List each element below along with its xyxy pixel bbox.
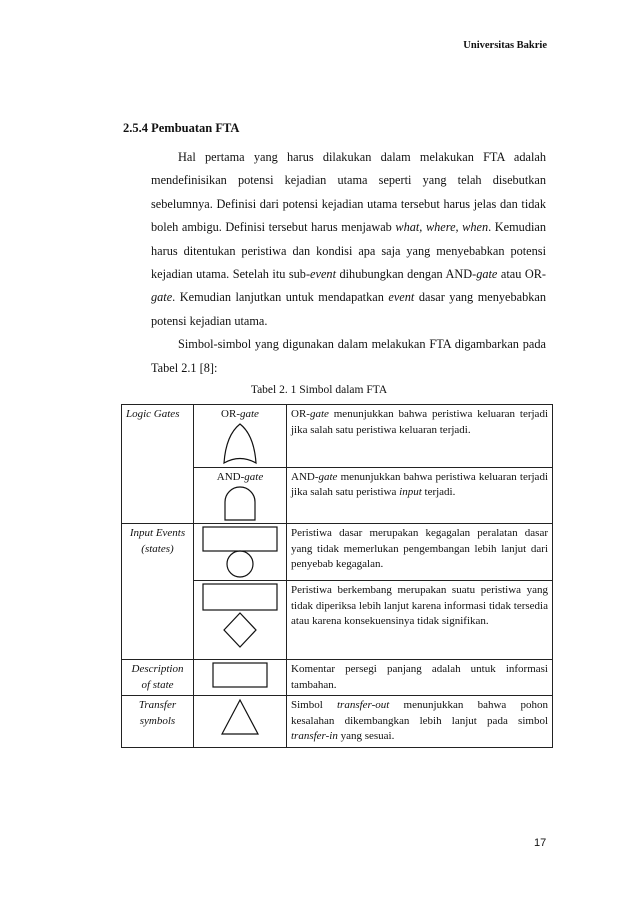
basic-event-description: Peristiwa dasar merupakan kegagalan peralatan dasar yang tidak memerlukan pengembangan lebih lanjut dari penyebab kegagalan.	[287, 524, 553, 581]
page-header: Universitas Bakrie	[463, 40, 547, 51]
body-text	[151, 146, 546, 380]
page-number: 17	[534, 837, 547, 849]
fta-symbol-table	[121, 404, 553, 748]
rectangle-icon	[212, 662, 268, 688]
transfer-cell	[194, 696, 287, 748]
and-gate-icon	[222, 485, 258, 521]
triangle-icon	[220, 698, 260, 736]
and-gate-cell	[194, 467, 287, 524]
section-heading: 2.5.4 Pembuatan FTA	[123, 121, 240, 135]
or-gate-icon	[220, 423, 260, 465]
group-label-transfer-symbols: Transfer symbols	[122, 696, 194, 748]
table-row	[122, 696, 553, 748]
and-gate-description: AND-gate menunjukkan bahwa peristiwa keluaran terjadi jika salah satu peristiwa input terjadi.	[287, 467, 553, 524]
paragraph-2: Simbol-simbol yang digunakan dalam melakukan FTA digambarkan pada Tabel 2.1 [8]:	[151, 337, 546, 375]
table-row	[122, 524, 553, 581]
basic-event-cell	[194, 524, 287, 581]
or-gate-name: OR-gate	[221, 408, 259, 420]
or-gate-description: OR-gate menunjukkan bahwa peristiwa keluaran terjadi jika salah satu peristiwa keluaran terjadi.	[287, 405, 553, 468]
transfer-description: Simbol transfer-out menunjukkan bahwa pohon kesalahan dikembangkan lebih lanjut pada simbol transfer-in yang sesuai.	[287, 696, 553, 748]
and-gate-name: AND-gate	[216, 470, 264, 483]
table-row	[122, 660, 553, 696]
rectangle-and-circle-icon	[202, 526, 278, 578]
paragraph-1: Hal pertama yang harus dilakukan dalam melakukan FTA adalah mendefinisikan potensi kejadian utama seperti yang telah disebutkan sebelumnya. Definisi dari potensi kejadian utama tersebut harus jelas dan tidak boleh ambigu. Definisi tersebut harus menjawab what, where, when. Kemudian harus ditentukan peristiwa dan kondisi apa saja yang menyebabkan potensi kejadian utama. Setelah itu sub-event dihubungkan dengan AND-gate atau OR-gate. Kemudian lanjutkan untuk mendapatkan event dasar yang menyebabkan potensi kejadian utama.	[151, 150, 547, 328]
table-caption: Tabel 2. 1 Simbol dalam FTA	[250, 384, 388, 396]
group-label-logic-gates: Logic Gates	[122, 405, 194, 524]
table-row	[122, 405, 553, 468]
rectangle-and-diamond-icon	[202, 583, 278, 657]
group-label-input-events: Input Events (states)	[122, 524, 194, 660]
undeveloped-event-cell	[194, 581, 287, 660]
group-label-description-of-state: Description of state	[122, 660, 194, 696]
undeveloped-event-description: Peristiwa berkembang merupakan suatu peristiwa yang tidak diperiksa lebih lanjut karena informasi tidak tersedia atau karena konsekuensinya tidak signifikan.	[287, 581, 553, 660]
or-gate-cell	[194, 405, 287, 468]
comment-rectangle-cell	[194, 660, 287, 696]
comment-rectangle-description: Komentar persegi panjang adalah untuk informasi tambahan.	[287, 660, 553, 696]
